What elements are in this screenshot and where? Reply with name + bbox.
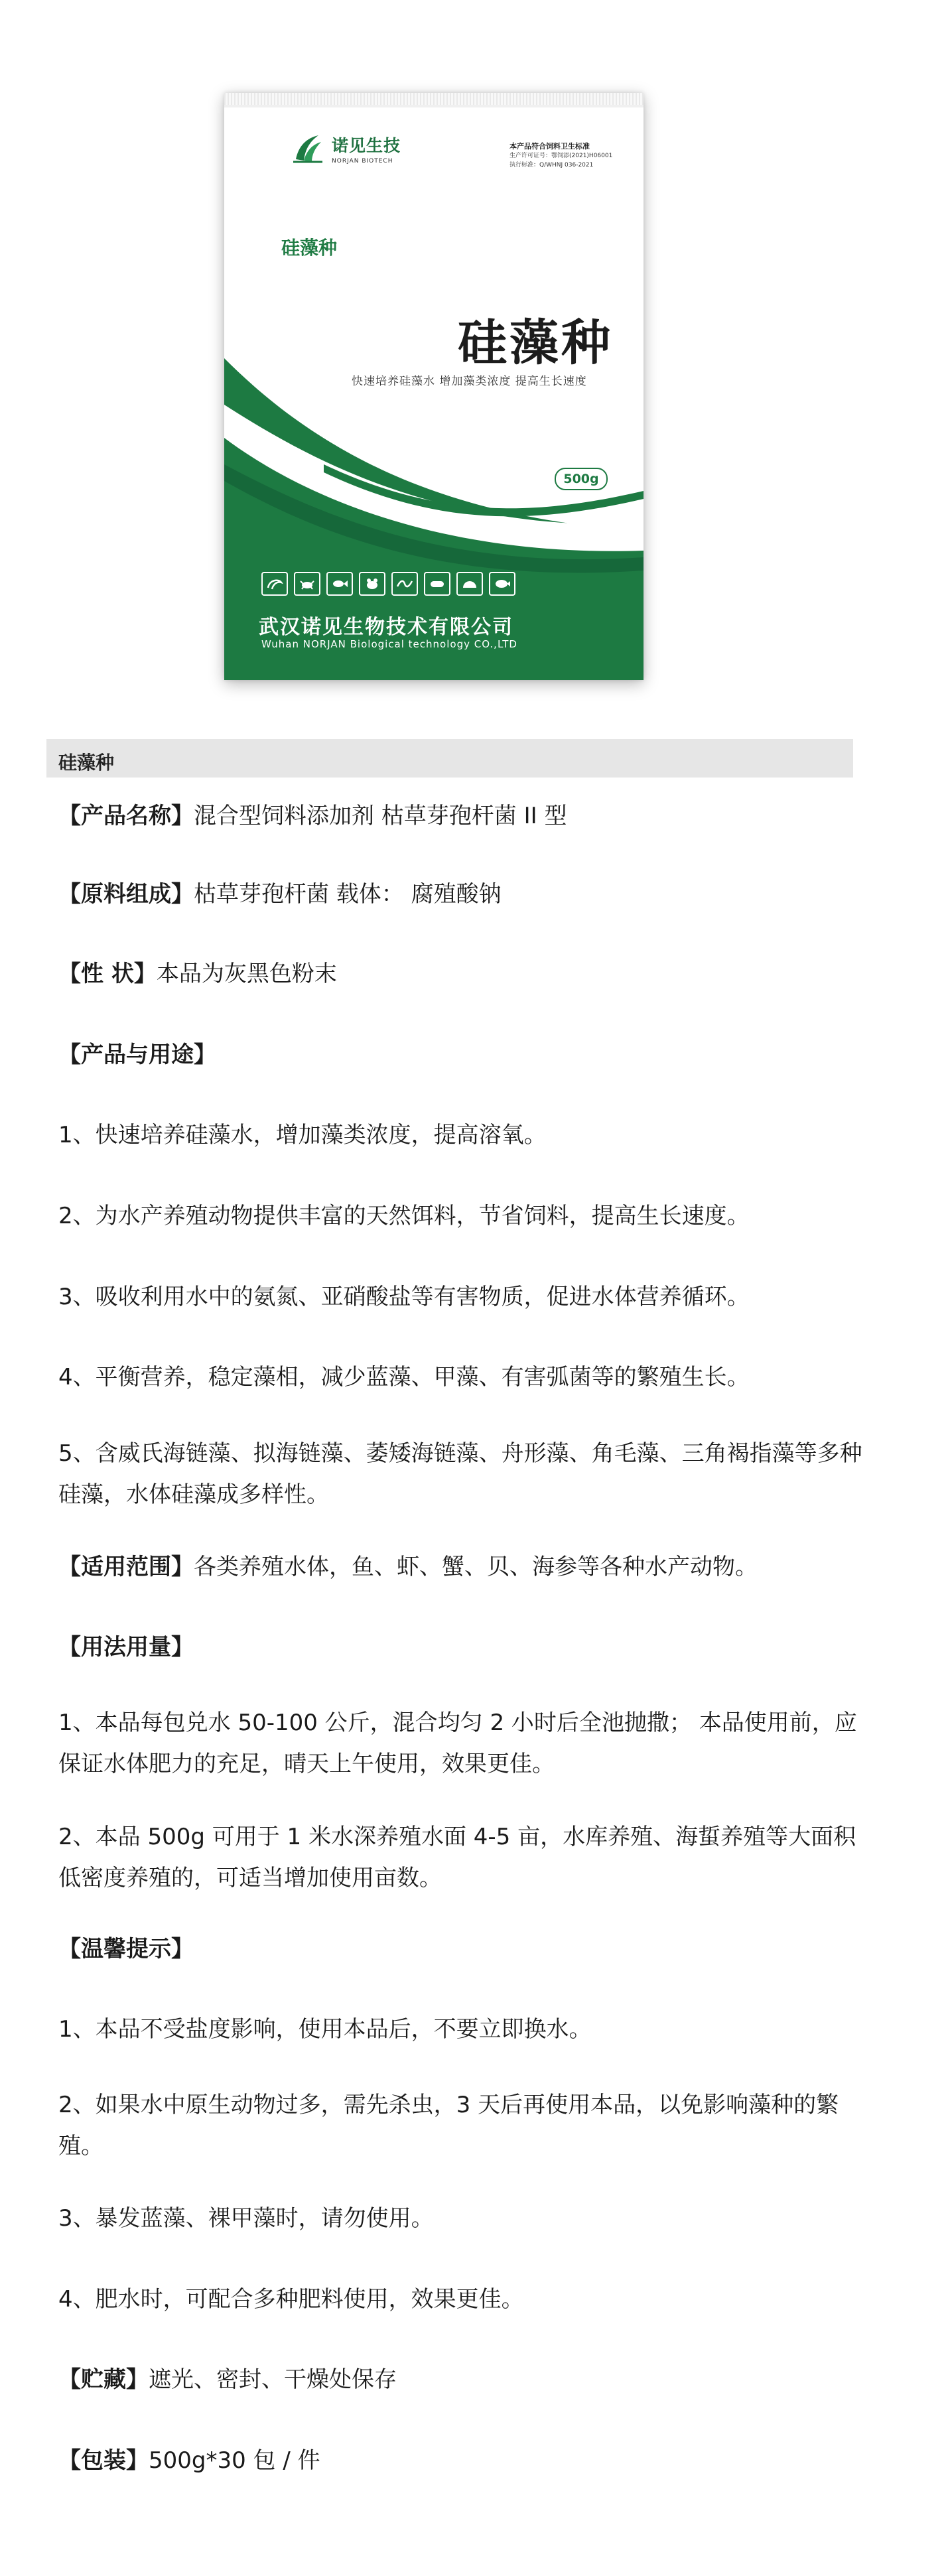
product-name-label: 【产品名称】 — [58, 803, 194, 829]
scope-value: 各类养殖水体，鱼、虾、蟹、贝、海参等各种水产动物。 — [194, 1554, 758, 1580]
section-header-bar — [46, 739, 853, 778]
tips-heading — [58, 1931, 194, 1963]
bag-license-info — [509, 142, 629, 170]
ingredients-label: 【原料组成】 — [58, 881, 194, 908]
packaging-row — [58, 2442, 320, 2474]
uses-item: 4、平衡营养，稳定藻相，减少蓝藻、甲藻、有害弧菌等的繁殖生长。 — [58, 1364, 750, 1390]
section-title: 硅藻种 — [58, 752, 115, 774]
shellfish-icon — [456, 572, 483, 596]
ingredients-value: 枯草芽孢杆菌 载体： 腐殖酸钠 — [194, 881, 502, 908]
storage-label: 【贮藏】 — [58, 2366, 149, 2393]
bag-info-line: 本产品符合饲料卫生标准 — [509, 142, 590, 151]
brand-logo-block — [289, 130, 401, 167]
storage-value: 遮光、密封、干燥处保存 — [149, 2366, 397, 2393]
product-name-row — [58, 797, 567, 830]
tips-item: 4、肥水时，可配合多种肥料使用，效果更佳。 — [58, 2286, 524, 2313]
storage-row — [58, 2361, 397, 2394]
bag-company-name: 武汉诺见生物技术有限公司 — [259, 616, 513, 639]
bag-slogan: 快速培养硅藻水 增加藻类浓度 提高生长速度 — [352, 375, 587, 388]
bag-info-line: 执行标准：Q/WHNJ 036-2021 — [509, 162, 594, 169]
ingredients-row — [58, 876, 502, 908]
bag-info-line: 生产许可证号：鄂饲添(2021)H06001 — [509, 153, 613, 159]
wave-icon — [391, 572, 418, 596]
packaging-label: 【包装】 — [58, 2447, 149, 2474]
frog-icon — [359, 572, 385, 596]
brand-name-en: NORJAN BIOTECH — [332, 158, 393, 165]
carp-icon — [489, 572, 515, 596]
sea-cucumber-icon — [424, 572, 450, 596]
bag-weight-badge: 500g — [555, 468, 608, 490]
bag-company-name-en: Wuhan NORJAN Biological technology CO.,LTD — [261, 638, 517, 650]
uses-item: 3、吸收利用水中的氨氮、亚硝酸盐等有害物质，促进水体营养循环。 — [58, 1284, 750, 1310]
appearance-label: 【性 状】 — [58, 961, 157, 987]
usage-heading — [58, 1629, 194, 1661]
bag-species-icons — [261, 572, 515, 596]
tips-item: 2、如果水中原生动物过多，需先杀虫，3 天后再使用本品，以免影响藻种的繁殖。 — [58, 2092, 839, 2159]
appearance-value: 本品为灰黑色粉末 — [156, 961, 337, 987]
uses-item: 1、快速培养硅藻水，增加藻类浓度，提高溶氧。 — [58, 1122, 547, 1148]
crab-icon — [294, 572, 320, 596]
bag-product-name: 硅藻种 — [458, 314, 613, 372]
usage-label: 【用法用量】 — [58, 1634, 194, 1661]
scope-row — [58, 1548, 758, 1581]
product-image-area — [0, 0, 950, 716]
packaging-value: 500g*30 包 / 件 — [149, 2447, 320, 2474]
uses-item: 5、含威氏海链藻、拟海链藻、萎矮海链藻、舟形藻、角毛藻、三角褐指藻等多种硅藻，水体硅藻成多样性。 — [58, 1440, 862, 1508]
usage-item: 1、本品每包兑水 50-100 公斤，混合均匀 2 小时后全池抛撒； 本品使用前，应保证水体肥力的充足，晴天上午使用，效果更佳。 — [58, 1710, 857, 1777]
scope-label: 【适用范围】 — [58, 1554, 194, 1580]
bag-small-product-name: 硅藻种 — [281, 237, 338, 259]
fish-icon — [326, 572, 353, 596]
brand-name: 诺见生技 — [332, 136, 401, 155]
product-bag — [224, 93, 644, 680]
shrimp-icon — [261, 572, 288, 596]
uses-item: 2、为水产养殖动物提供丰富的天然饵料，节省饲料，提高生长速度。 — [58, 1203, 750, 1229]
uses-label: 【产品与用途】 — [58, 1042, 216, 1068]
bag-top-seal — [224, 93, 644, 105]
appearance-row — [58, 955, 337, 988]
usage-item: 2、本品 500g 可用于 1 米水深养殖水面 4-5 亩，水库养殖、海蜇养殖等大面积低密度养殖的，可适当增加使用亩数。 — [58, 1824, 856, 1891]
brand-logo-icon — [289, 130, 326, 167]
tips-item: 1、本品不受盐度影响，使用本品后，不要立即换水。 — [58, 2016, 592, 2043]
tips-item: 3、暴发蓝藻、裸甲藻时，请勿使用。 — [58, 2205, 434, 2232]
product-name-value: 混合型饲料添加剂 枯草芽孢杆菌 II 型 — [194, 803, 567, 829]
tips-label: 【温馨提示】 — [58, 1936, 194, 1962]
uses-heading — [58, 1036, 216, 1069]
